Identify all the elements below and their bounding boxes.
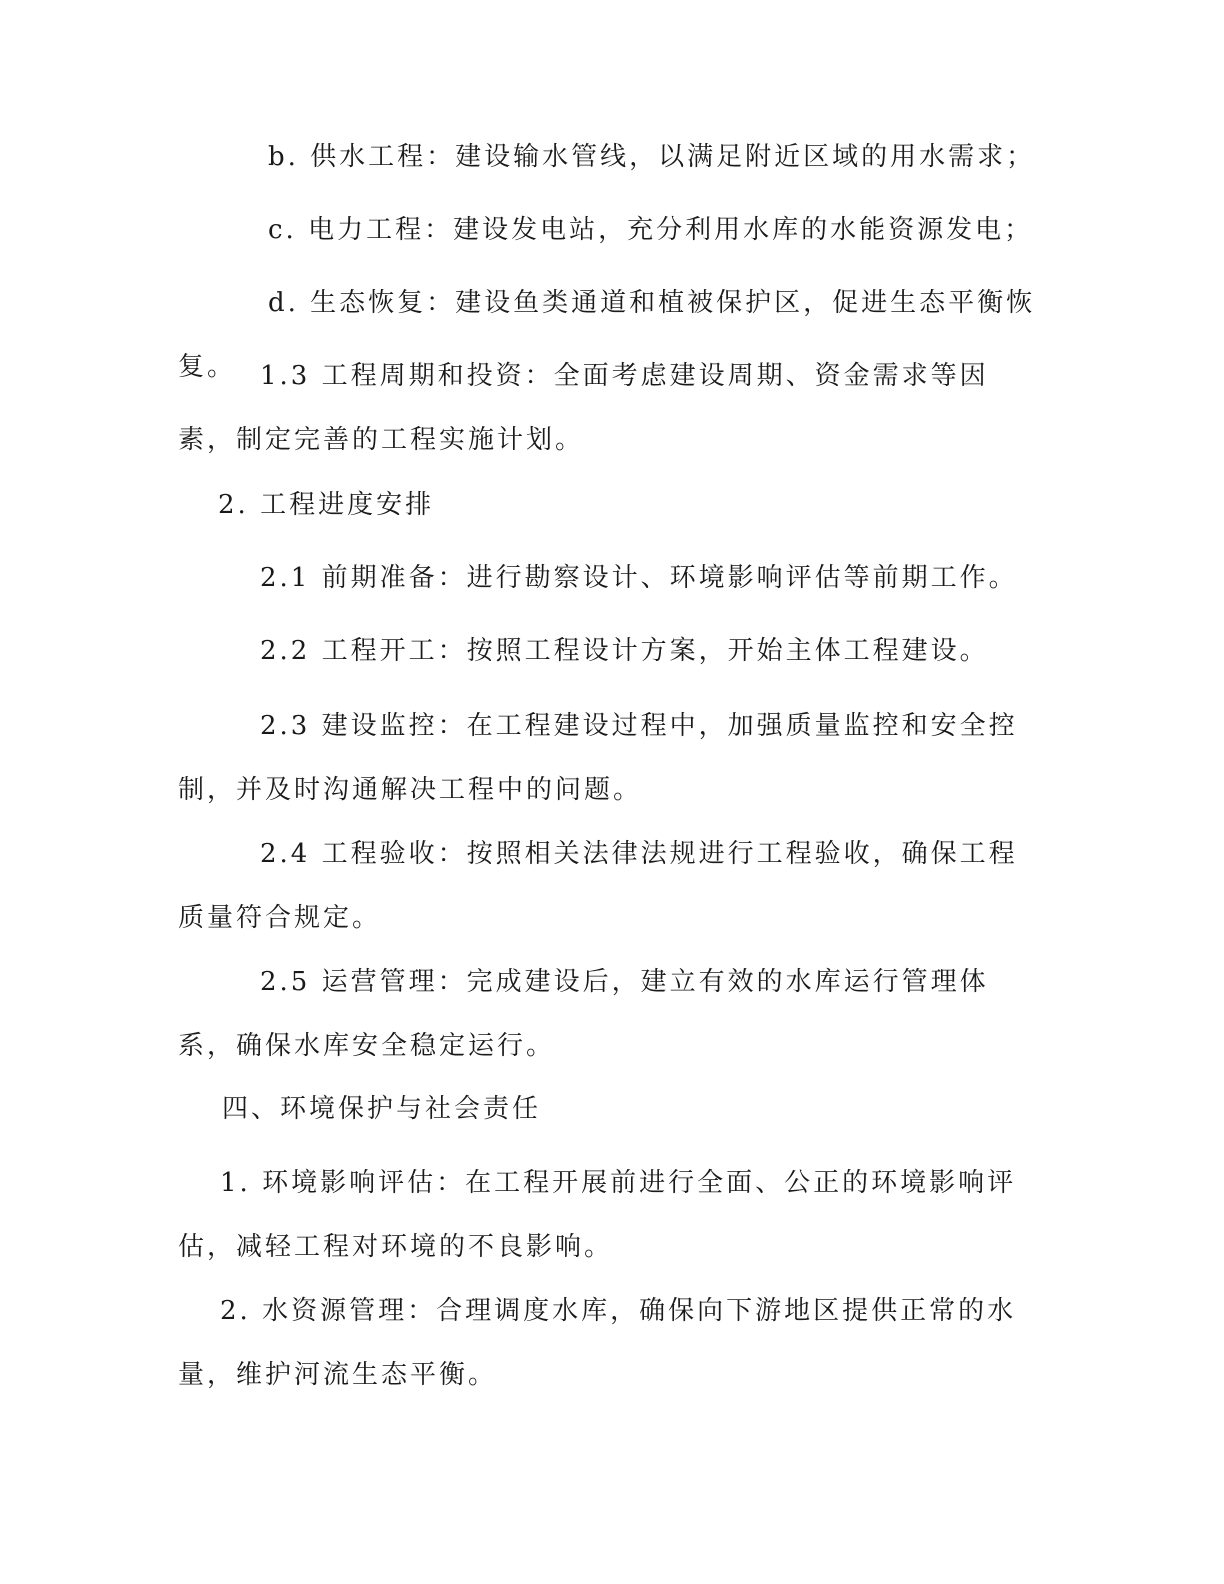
paragraph-acceptance: 2.4 工程验收：按照相关法律法规进行工程验收，确保工程质量符合规定。 xyxy=(178,839,1018,933)
paragraph-ecological-recovery: d. 生态恢复：建设鱼类通道和植被保护区，促进生态平衡恢复。 xyxy=(178,288,1036,382)
paragraph-water-supply: b. 供水工程：建设输水管线，以满足附近区域的用水需求； xyxy=(268,142,1036,172)
paragraph-period-investment: 1.3 工程周期和投资：全面考虑建设周期、资金需求等因素，制定完善的工程实施计划。 xyxy=(178,361,989,455)
paragraph-construction-start: 2.2 工程开工：按照工程设计方案，开始主体工程建设。 xyxy=(260,636,989,666)
paragraph-monitoring: 2.3 建设监控：在工程建设过程中，加强质量监控和安全控制，并及时沟通解决工程中的问题。 xyxy=(178,711,1018,805)
paragraph-water-management: 2. 水资源管理：合理调度水库，确保向下游地区提供正常的水量，维护河流生态平衡。 xyxy=(178,1296,1017,1390)
paragraph-power-engineering: c. 电力工程：建设发电站，充分利用水库的水能资源发电； xyxy=(268,215,1034,245)
paragraph-preparation: 2.1 前期准备：进行勘察设计、环境影响评估等前期工作。 xyxy=(260,563,1018,593)
heading-schedule: 2. 工程进度安排 xyxy=(218,490,435,520)
heading-environment-section: 四、环境保护与社会责任 xyxy=(222,1094,542,1124)
paragraph-impact-assessment: 1. 环境影响评估：在工程开展前进行全面、公正的环境影响评估，减轻工程对环境的不良影响。 xyxy=(178,1168,1017,1262)
paragraph-operation: 2.5 运营管理：完成建设后，建立有效的水库运行管理体系，确保水库安全稳定运行。 xyxy=(178,967,989,1061)
